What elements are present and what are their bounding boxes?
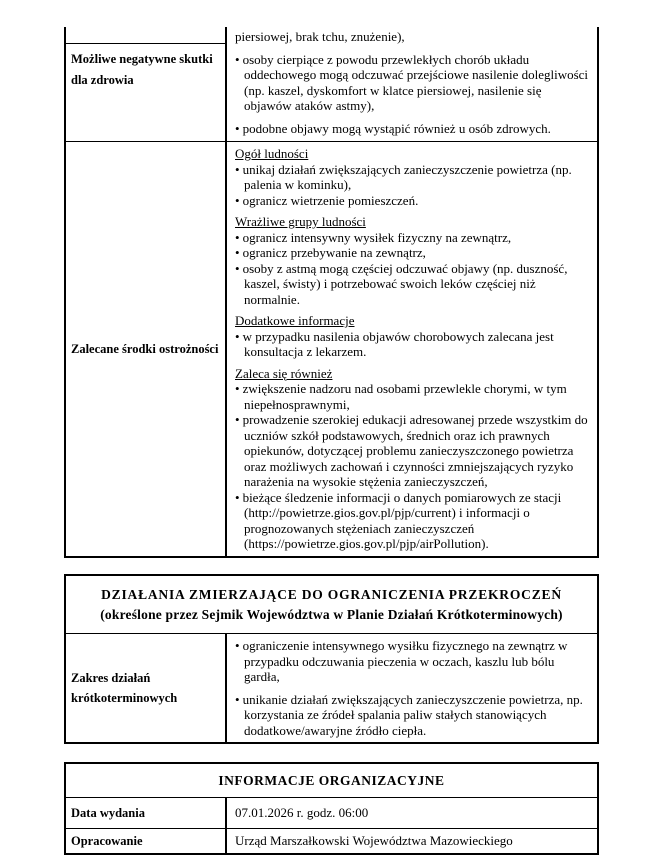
actions-scope-content-cell xyxy=(225,634,597,742)
bullet-marker: • xyxy=(235,161,240,177)
bullet-item: • podobne objawy mogą wystąpić również u osób zdrowych. xyxy=(235,120,551,136)
row-label-issue-date: Data wydania xyxy=(71,806,145,820)
bullet-marker: • xyxy=(235,381,240,396)
bullet-marker: • xyxy=(235,412,240,427)
bullet-marker: • xyxy=(235,120,240,136)
prepared-by-value: Urząd Marszałkowski Województwa Mazowieckiego xyxy=(225,829,597,853)
label-column xyxy=(66,27,225,141)
bullet-marker: • xyxy=(235,328,240,344)
bullet-marker: • xyxy=(235,245,240,260)
section-general-population xyxy=(235,146,591,208)
section-heading: Wrażliwe grupy ludności xyxy=(235,214,366,229)
section-also-recommended xyxy=(235,366,591,552)
row-label-health-effects: Możliwe negatywne skutki dla zdrowia xyxy=(71,52,213,87)
continuation-empty-cell xyxy=(66,27,225,44)
row-label-prepared-by: Opracowanie xyxy=(71,834,143,848)
row-label-actions-scope: Zakres działań krótkoterminowych xyxy=(71,671,178,705)
label-column xyxy=(66,634,225,742)
bullet-marker: • xyxy=(235,260,240,276)
section-heading: Zaleca się również xyxy=(235,365,333,381)
bullet-item: • ogranicz przebywanie na zewnątrz, xyxy=(235,245,426,260)
bullet-marker: • xyxy=(235,229,240,245)
actions-title: DZIAŁANIA ZMIERZAJĄCE DO OGRANICZENIA PRZEKROCZEŃ xyxy=(101,587,562,602)
bullet-item: • unikanie działań zwiększających zanieczyszczenie powietrza, np. korzystania ze źródeł spalania paliw stałych stanowiących dodatkowe/awaryjne źródło ciepła. xyxy=(235,691,583,738)
row-label-precautions: Zalecane środki ostrożności xyxy=(71,341,219,356)
bullet-item: • ogranicz intensywny wysiłek fizyczny na zewnątrz, xyxy=(235,229,512,245)
label-column xyxy=(66,142,225,556)
section-additional-info xyxy=(235,313,591,360)
actions-table-header xyxy=(66,576,597,634)
section-heading: Dodatkowe informacje xyxy=(235,313,355,328)
bullet-item: • osoby z astmą mogą częściej odczuwać objawy (np. duszność, kaszel, świsty) i potrzebować swoich leków częściej niż normalnie. xyxy=(235,260,568,307)
organizational-info-table xyxy=(64,762,599,855)
info-table-title: INFORMACJE ORGANIZACYJNE xyxy=(66,764,597,798)
bullet-item: • prowadzenie szerokiej edukacji adresowanej przede wszystkim do uczniów szkół podstawowych, średnich oraz ich prawnych opiekunów, dotyczącej problemu zanieczyszczonego powietrza oraz możliwych zachowań i czynności zmniejszających ryzyko narażenia na wysokie stężenia zanieczyszczeń, xyxy=(235,412,588,489)
bullet-marker: • xyxy=(235,638,240,653)
actions-scope-row xyxy=(66,634,597,742)
table-row xyxy=(66,828,597,853)
precautions-content-cell xyxy=(225,142,597,556)
bullet-item: • ogranicz wietrzenie pomieszczeń. xyxy=(235,192,419,208)
bullet-item: • bieżące śledzenie informacji o danych pomiarowych ze stacji (http://powietrze.gios.gov.pl/pjp/current) i informacji o prognozowanych stężeniach zanieczyszczeń (https://powietrze.gios.gov.pl/pjp/airPollution). xyxy=(235,489,562,551)
health-effects-row xyxy=(66,27,597,142)
bullet-marker: • xyxy=(235,51,240,67)
bullet-item: • unikaj działań zwiększających zanieczyszczenie powietrza (np. palenia w kominku), xyxy=(235,161,572,192)
issue-date-value: 07.01.2026 r. godz. 06:00 xyxy=(225,798,597,828)
bullet-marker: • xyxy=(235,489,240,505)
bullet-item: • zwiększenie nadzoru nad osobami przewlekle chorymi, w tym niepełnosprawnymi, xyxy=(235,381,567,412)
bullet-item: • osoby cierpiące z powodu przewlekłych chorób układu oddechowego mogą odczuwać przejściowe nasilenie dolegliwości (np. kaszel, dyskomfort w klatce piersiowej, nasilenie się objawów ataków astmy), xyxy=(235,51,589,113)
bullet-item: • w przypadku nasilenia objawów chorobowych zalecana jest konsultacja z lekarzem. xyxy=(235,328,554,359)
health-effects-table xyxy=(64,27,599,558)
actions-table xyxy=(64,574,599,744)
table-row xyxy=(66,798,597,828)
bullet-marker: • xyxy=(235,192,240,208)
health-effects-content-cell xyxy=(225,27,597,141)
section-heading: Ogół ludności xyxy=(235,146,309,161)
continuation-text: piersiowej, brak tchu, znużenie), xyxy=(235,29,405,44)
section-sensitive-groups xyxy=(235,214,591,307)
actions-subtitle: (określone przez Sejmik Województwa w Planie Działań Krótkoterminowych) xyxy=(100,607,563,622)
bullet-marker: • xyxy=(235,691,240,707)
bullet-item: • ograniczenie intensywnego wysiłku fizycznego na zewnątrz w przypadku odczuwania pieczenia w oczach, kaszlu lub bólu gardła, xyxy=(235,638,568,684)
precautions-row xyxy=(66,142,597,556)
